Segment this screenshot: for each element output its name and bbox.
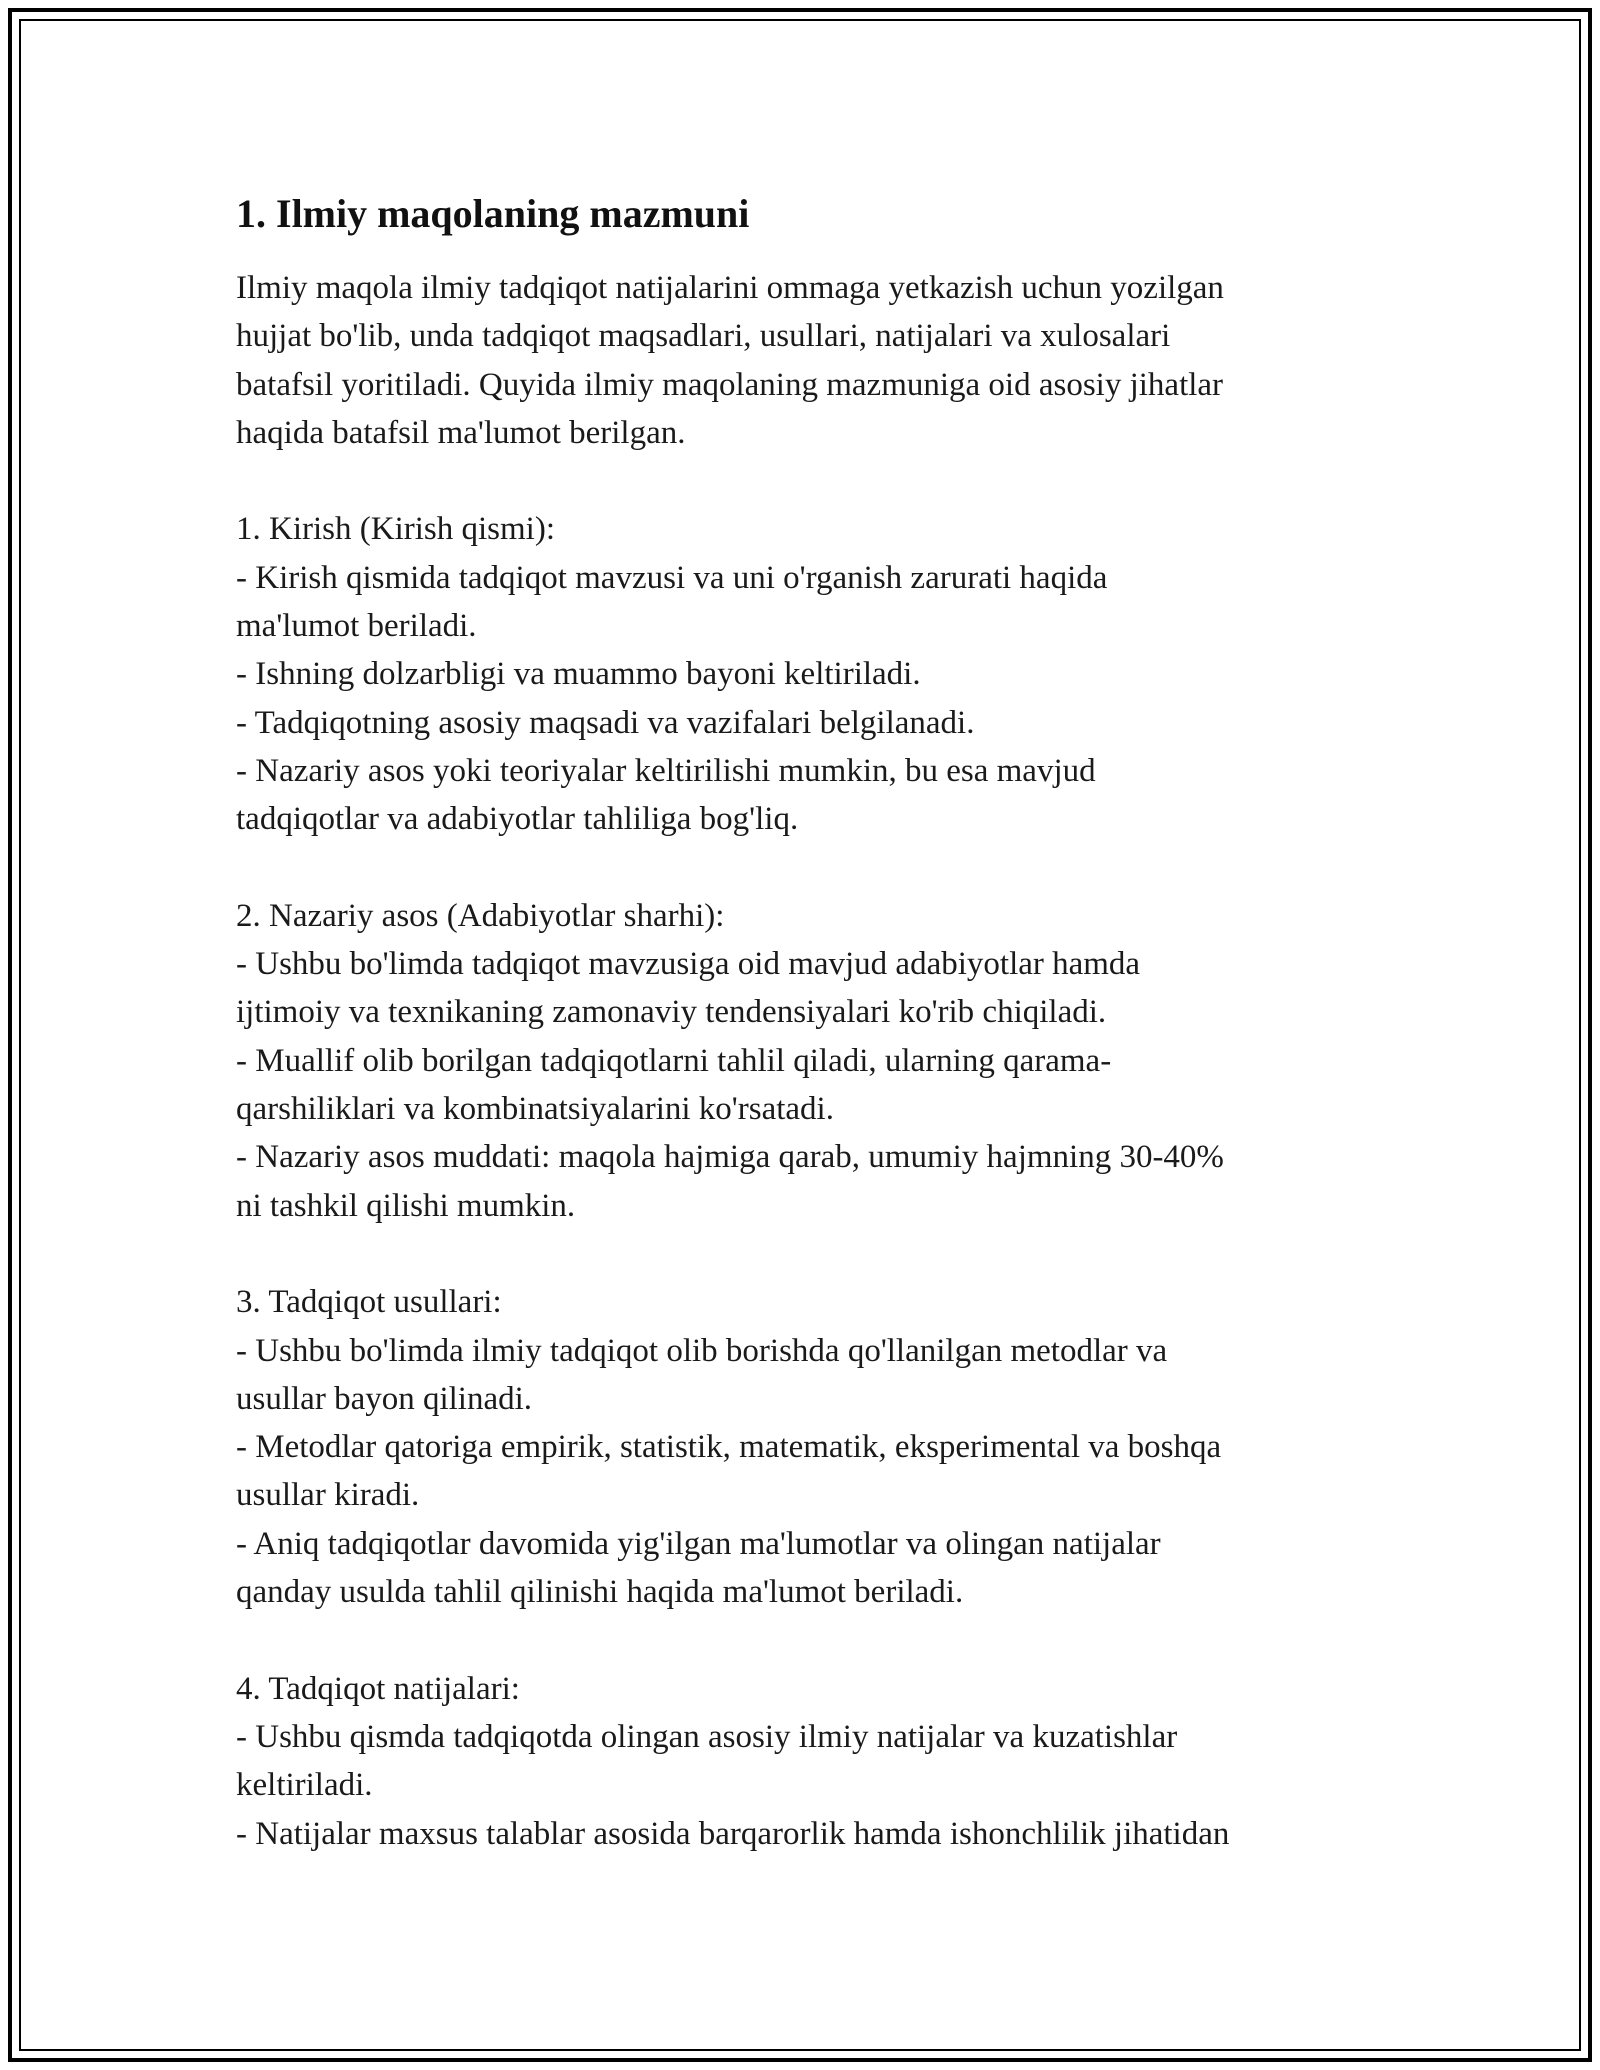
document-body: Ilmiy maqola ilmiy tadqiqot natijalarini ommaga yetkazish uchun yozilgan hujjat bo'lib, unda tadqiqot maqsadlari, usullari, natijalari va xulosalari batafsil yoritiladi. Quyida ilmiy maqolaning mazmuniga oid asosiy jihatlar haqida batafsil ma'lumot berilgan. 1. Kirish (Kirish qismi): - Kirish qismida tadqiqot mavzusi va uni o'rganish zarurati haqida ma'lumot beriladi. - Ishning dolzarbligi va muammo bayoni keltiriladi. - Tadqiqotning asosiy maqsadi va vazifalari belgilanadi. - Nazariy asos yoki teoriyalar keltirilishi mumkin, bu esa mavjud tadqiqotlar va adabiyotlar tahliliga bog'liq. 2. Nazariy asos (Adabiyotlar sharhi): - Ushbu bo'limda tadqiqot mavzusiga oid mavjud adabiyotlar hamda ijtimoiy va texnikaning zamonaviy tendensiyalari ko'rib chiqiladi. - Muallif olib borilgan tadqiqotlarni tahlil qiladi, ularning qarama- qarshiliklari va kombinatsiyalarini ko'rsatadi. - Nazariy asos muddati: maqola hajmiga qarab, umumiy hajmning 30-40% ni tashkil qilishi mumkin. 3. Tadqiqot usullari: - Ushbu bo'limda ilmiy tadqiqot olib borishda qo'llanilgan metodlar va usullar bayon qilinadi. - Metodlar qatoriga empirik, statistik, matematik, eksperimental va boshqa usullar kiradi. - Aniq tadqiqotlar davomida yig'ilgan ma'lumotlar va olingan natijalar qanday usulda tahlil qilinishi haqida ma'lumot beriladi. 4. Tadqiqot natijalari: - Ushbu qismda tadqiqotda olingan asosiy ilmiy natijalar va kuzatishlar keltiriladi. - Natijalar maxsus talablar asosida barqarorlik hamda ishonchlilik jihatidan xyxy=(236,270,1230,1852)
document-content xyxy=(236,190,1376,1858)
section-heading: 1. Ilmiy maqolaning mazmuni xyxy=(236,191,750,236)
